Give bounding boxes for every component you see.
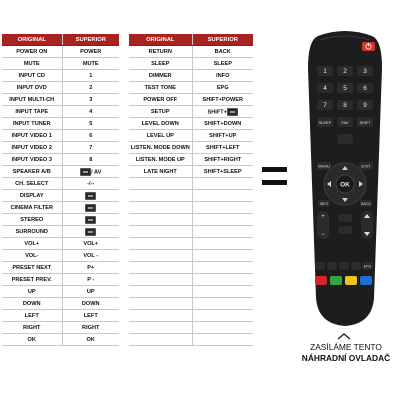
equals-sign-top-bar (262, 167, 287, 172)
cell-superior (192, 118, 253, 130)
cell-superior (192, 130, 253, 142)
cell-original (2, 70, 62, 82)
cell-superior (192, 142, 253, 154)
cell-superior (62, 46, 119, 58)
cell-text: POWER ON (16, 48, 48, 55)
menu-label: MENU (318, 163, 330, 169)
cell-text: LEVEL UP (146, 132, 174, 139)
table-row-blank (129, 262, 253, 274)
cell-original (2, 322, 62, 334)
cell-original (2, 214, 62, 226)
cell-text: STEREO (20, 216, 44, 223)
keypad-label: 1 (323, 68, 327, 75)
table-header (129, 34, 253, 46)
cell-original (2, 298, 62, 310)
cell-text: LEFT (83, 312, 98, 319)
table-row-blank (129, 286, 253, 298)
keypad-label: 7 (323, 102, 327, 109)
cell-superior (192, 310, 253, 322)
cell-superior (192, 274, 253, 286)
cell-text: VOL- (25, 252, 39, 259)
screen-icon (85, 216, 96, 224)
header-original: ORIGINAL (2, 34, 62, 46)
cell-text: UP (27, 288, 36, 295)
keypad-button-5[interactable] (337, 83, 353, 93)
cell-superior (62, 106, 119, 118)
cell-text: OK (27, 336, 36, 343)
cell-superior (192, 322, 253, 334)
cell-superior (62, 298, 119, 310)
cell-superior (62, 142, 119, 154)
cell-original (129, 334, 192, 346)
cell-superior (62, 322, 119, 334)
table-row (129, 82, 253, 94)
cell-superior (192, 70, 253, 82)
table-row (2, 322, 119, 334)
cell-original (129, 166, 192, 178)
keypad-button-4[interactable] (317, 83, 333, 93)
cell-original (129, 70, 192, 82)
cell-superior (192, 94, 253, 106)
cell-original (2, 82, 62, 94)
keypad-label: 3 (363, 68, 367, 75)
yellow-button[interactable] (345, 276, 357, 285)
cell-superior (62, 118, 119, 130)
cell-superior (192, 58, 253, 70)
cell-text: TEST TONE (144, 84, 176, 91)
table-row-blank (129, 190, 253, 202)
cell-text: VOL - (83, 252, 99, 259)
cell-superior (62, 214, 119, 226)
table-row-blank (129, 334, 253, 346)
table-row-blank (129, 202, 253, 214)
screen-icon (80, 168, 91, 176)
cell-text: CINEMA FILTER (10, 204, 54, 211)
blue-button[interactable] (360, 276, 372, 285)
cell-text: VOL+ (83, 240, 99, 247)
cell-text: RIGHT (82, 324, 100, 331)
cell-superior (62, 262, 119, 274)
table-row (2, 106, 119, 118)
cell-text: 7 (89, 144, 93, 151)
cell-superior (192, 250, 253, 262)
table-row (129, 58, 253, 70)
table-row (2, 274, 119, 286)
cell-original (2, 202, 62, 214)
table-row (2, 178, 119, 190)
cell-text: MUTE (82, 60, 99, 67)
cell-text: MUTE (23, 60, 40, 67)
cell-text: SURROUND (15, 228, 48, 235)
cell-superior (62, 82, 119, 94)
cell-superior (192, 106, 253, 118)
power-button[interactable] (362, 42, 375, 51)
table-row-blank (129, 274, 253, 286)
cell-text: POWER OFF (143, 96, 178, 103)
cell-original (2, 238, 62, 250)
cell-superior (62, 286, 119, 298)
mapping-table-right (129, 34, 253, 346)
cell-superior (192, 190, 253, 202)
mapping-table-left (2, 34, 119, 346)
cell-text: LISTEN. MODE DOWN (130, 144, 190, 151)
cell-text: LEVEL DOWN (141, 120, 179, 127)
table-row (129, 106, 253, 118)
red-button[interactable] (315, 276, 327, 285)
cell-original (2, 106, 62, 118)
table-row (2, 82, 119, 94)
cell-original (129, 310, 192, 322)
ok-button[interactable] (336, 175, 354, 193)
cell-original (2, 274, 62, 286)
cell-superior (192, 46, 253, 58)
cell-text: INPUT VIDEO 3 (11, 156, 52, 163)
table-row (2, 202, 119, 214)
cell-text: DIMMER (148, 72, 172, 79)
cell-text: UP (86, 288, 95, 295)
cell-text: RIGHT (23, 324, 41, 331)
cell-text: RETURN (148, 48, 172, 55)
table-row (2, 262, 119, 274)
cell-text: / AV (91, 168, 102, 175)
cell-text: LISTEN. MODE UP (135, 156, 185, 163)
cell-original (2, 250, 62, 262)
cell-original (129, 46, 192, 58)
keypad-label: FAV (341, 121, 349, 125)
cell-original (129, 274, 192, 286)
cell-original (129, 298, 192, 310)
keypad-label: SHIFT (359, 121, 371, 125)
cell-original (2, 286, 62, 298)
table-row (129, 154, 253, 166)
cell-original (129, 106, 192, 118)
note-line-2: NÁHRADNÍ OVLADAČ (301, 353, 391, 363)
keypad-button-1[interactable] (317, 66, 333, 76)
exit-label: EXIT (361, 163, 371, 169)
table-row (2, 190, 119, 202)
keypad-button-sleep[interactable] (317, 117, 333, 127)
cell-text: 5 (89, 120, 93, 127)
table-row (129, 118, 253, 130)
cell-superior (192, 298, 253, 310)
epg-label: EPG (363, 264, 372, 269)
cell-text: P - (87, 276, 95, 283)
note-line-1: ZASÍLÁME TENTO (310, 342, 382, 352)
cell-text: SHIFT+ (207, 108, 227, 115)
table-row (2, 298, 119, 310)
cell-text: EPG (216, 84, 229, 91)
cell-text: SHIFT+LEFT (206, 144, 240, 151)
chevron-up-icon (336, 332, 352, 340)
table-row (129, 94, 253, 106)
stop-button[interactable] (351, 262, 361, 270)
cell-superior (192, 178, 253, 190)
cell-superior (192, 226, 253, 238)
cell-text: P+ (87, 264, 95, 271)
cell-text: INPUT VIDEO 1 (11, 132, 52, 139)
cell-superior (192, 238, 253, 250)
cell-text: INPUT CD (18, 72, 45, 79)
cell-text: LATE NIGHT (143, 168, 177, 175)
table-row (2, 238, 119, 250)
table-row-blank (129, 322, 253, 334)
cell-text: LEFT (24, 312, 39, 319)
cell-superior (62, 94, 119, 106)
volume-rocker[interactable] (317, 211, 329, 239)
table-row (2, 130, 119, 142)
table-row (2, 142, 119, 154)
screen-icon (85, 228, 96, 236)
table-row (129, 142, 253, 154)
cell-original (2, 46, 62, 58)
keypad-button-6[interactable] (357, 83, 373, 93)
cell-original (2, 226, 62, 238)
keypad-label: 5 (343, 85, 347, 92)
cell-text: 8 (89, 156, 93, 163)
cell-original (129, 94, 192, 106)
cell-superior (192, 154, 253, 166)
table-row (2, 334, 119, 346)
cell-text: 6 (89, 132, 93, 139)
cell-original (129, 202, 192, 214)
cell-text: SHIFT+RIGHT (204, 156, 242, 163)
cell-original (2, 190, 62, 202)
cell-original (129, 190, 192, 202)
keypad-button-3[interactable] (357, 66, 373, 76)
svg-text:+: + (321, 214, 325, 220)
cell-text: SLEEP (151, 60, 170, 67)
info-button[interactable] (318, 200, 330, 207)
header-original: ORIGINAL (129, 34, 192, 46)
cell-original (129, 130, 192, 142)
table-row-blank (129, 214, 253, 226)
table-row-blank (129, 226, 253, 238)
cell-original (129, 286, 192, 298)
cell-text: SHIFT+SLEEP (203, 168, 242, 175)
cell-text: INFO (216, 72, 230, 79)
cell-superior (192, 262, 253, 274)
table-row (2, 70, 119, 82)
cell-superior (192, 202, 253, 214)
cell-text: 1 (89, 72, 93, 79)
cell-text: SHIFT+UP (209, 132, 237, 139)
cell-original (129, 322, 192, 334)
cell-original (2, 334, 62, 346)
cell-superior (62, 70, 119, 82)
keypad-button-2[interactable] (337, 66, 353, 76)
table-row (129, 70, 253, 82)
screen-icon (85, 204, 96, 212)
cell-superior (62, 166, 119, 178)
cell-text: PRESET PREV. (11, 276, 52, 283)
keypad-button-8[interactable] (337, 100, 353, 110)
cell-superior (62, 190, 119, 202)
cell-text: SETUP (150, 108, 170, 115)
cell-original (2, 130, 62, 142)
cell-superior (62, 334, 119, 346)
cell-superior (192, 334, 253, 346)
forward-button[interactable] (339, 262, 349, 270)
cell-text: CH. SELECT (15, 180, 49, 187)
cell-original (2, 142, 62, 154)
cell-text: DOWN (81, 300, 100, 307)
screen-icon (227, 108, 238, 116)
screen-icon (85, 192, 96, 200)
cell-original (129, 250, 192, 262)
cell-original (2, 166, 62, 178)
zero-button[interactable] (337, 134, 353, 144)
cell-original (129, 214, 192, 226)
cell-text: DOWN (22, 300, 41, 307)
cell-original (2, 178, 62, 190)
cell-superior (192, 214, 253, 226)
cell-superior (62, 310, 119, 322)
table-row-blank (129, 250, 253, 262)
header-superior: SUPERIOR (62, 34, 119, 46)
cell-text: SPEAKER A/B (12, 168, 51, 175)
cell-original (2, 154, 62, 166)
back-label: BACK (361, 202, 371, 206)
cell-superior (62, 202, 119, 214)
cell-text: SHIFT+POWER (202, 96, 244, 103)
cell-superior (62, 238, 119, 250)
channel-rocker[interactable] (361, 211, 373, 239)
back-button[interactable] (360, 200, 372, 207)
keypad-label: 8 (343, 102, 347, 109)
keypad-button-shift[interactable] (357, 117, 373, 127)
exit-button[interactable] (359, 162, 373, 170)
mute-button[interactable] (338, 214, 352, 222)
info-label: INFO (319, 202, 329, 206)
cell-text: BACK (214, 48, 231, 55)
table-row (2, 286, 119, 298)
keypad-label: SLEEP (318, 121, 332, 125)
table-row (2, 310, 119, 322)
cell-text: INPUT DVD (16, 84, 47, 91)
green-button[interactable] (330, 276, 342, 285)
table-row (129, 166, 253, 178)
table-row (129, 130, 253, 142)
cell-text: POWER (80, 48, 102, 55)
cell-text: DISPLAY (19, 192, 44, 199)
cell-original (129, 226, 192, 238)
cell-original (2, 118, 62, 130)
table-row (2, 94, 119, 106)
keypad-label: 2 (343, 68, 347, 75)
cell-text: SLEEP (213, 60, 232, 67)
cell-text: PRESET NEXT (12, 264, 52, 271)
ok-label: OK (340, 181, 350, 189)
table-row-blank (129, 238, 253, 250)
cell-superior (192, 82, 253, 94)
table-row-blank (129, 298, 253, 310)
table-row (129, 46, 253, 58)
cell-original (129, 154, 192, 166)
cell-text: INPUT MULTI-CH (9, 96, 55, 103)
header-superior: SUPERIOR (192, 34, 253, 46)
cell-original (129, 238, 192, 250)
cell-text: 4 (89, 108, 93, 115)
cell-text: -/-- (87, 180, 95, 187)
keypad-button-fav[interactable] (337, 117, 353, 127)
table-row (2, 58, 119, 70)
cell-superior (62, 226, 119, 238)
table-row (2, 226, 119, 238)
cell-superior (192, 286, 253, 298)
remote-control-image (300, 28, 390, 328)
cell-superior (62, 154, 119, 166)
cell-original (129, 58, 192, 70)
cell-text: INPUT TAPE (15, 108, 49, 115)
cell-text: 2 (89, 84, 93, 91)
cell-superior (62, 250, 119, 262)
equals-sign-bottom-bar (262, 180, 287, 185)
cell-original (2, 94, 62, 106)
table-row (2, 46, 119, 58)
cell-text: INPUT VIDEO 2 (11, 144, 52, 151)
cell-text: VOL+ (24, 240, 40, 247)
cell-original (2, 262, 62, 274)
cell-superior (62, 178, 119, 190)
table-row (2, 166, 119, 178)
cell-superior (62, 58, 119, 70)
table-row (2, 118, 119, 130)
cell-text: INPUT TUNER (12, 120, 51, 127)
table-row (2, 250, 119, 262)
keypad-label: 6 (363, 85, 367, 92)
cell-original (129, 142, 192, 154)
svg-text:−: − (321, 232, 325, 238)
cell-original (129, 178, 192, 190)
home-button[interactable] (338, 226, 352, 234)
menu-button[interactable] (317, 162, 331, 170)
keypad-button-7[interactable] (317, 100, 333, 110)
cell-original (2, 310, 62, 322)
play-pause-button[interactable] (327, 262, 337, 270)
rewind-button[interactable] (315, 262, 325, 270)
epg-button[interactable] (362, 262, 373, 270)
table-row-blank (129, 178, 253, 190)
cell-superior (192, 166, 253, 178)
keypad-label: 4 (323, 85, 327, 92)
cell-original (129, 262, 192, 274)
cell-superior (62, 130, 119, 142)
cell-original (129, 82, 192, 94)
cell-text: 3 (89, 96, 93, 103)
table-row-blank (129, 310, 253, 322)
cell-text: SHIFT+DOWN (204, 120, 242, 127)
table-row (2, 154, 119, 166)
cell-superior (62, 274, 119, 286)
cell-original (129, 118, 192, 130)
table-header (2, 34, 119, 46)
table-row (2, 214, 119, 226)
cell-text: OK (86, 336, 95, 343)
cell-original (2, 58, 62, 70)
keypad-label: 9 (363, 102, 367, 109)
keypad-button-9[interactable] (357, 100, 373, 110)
